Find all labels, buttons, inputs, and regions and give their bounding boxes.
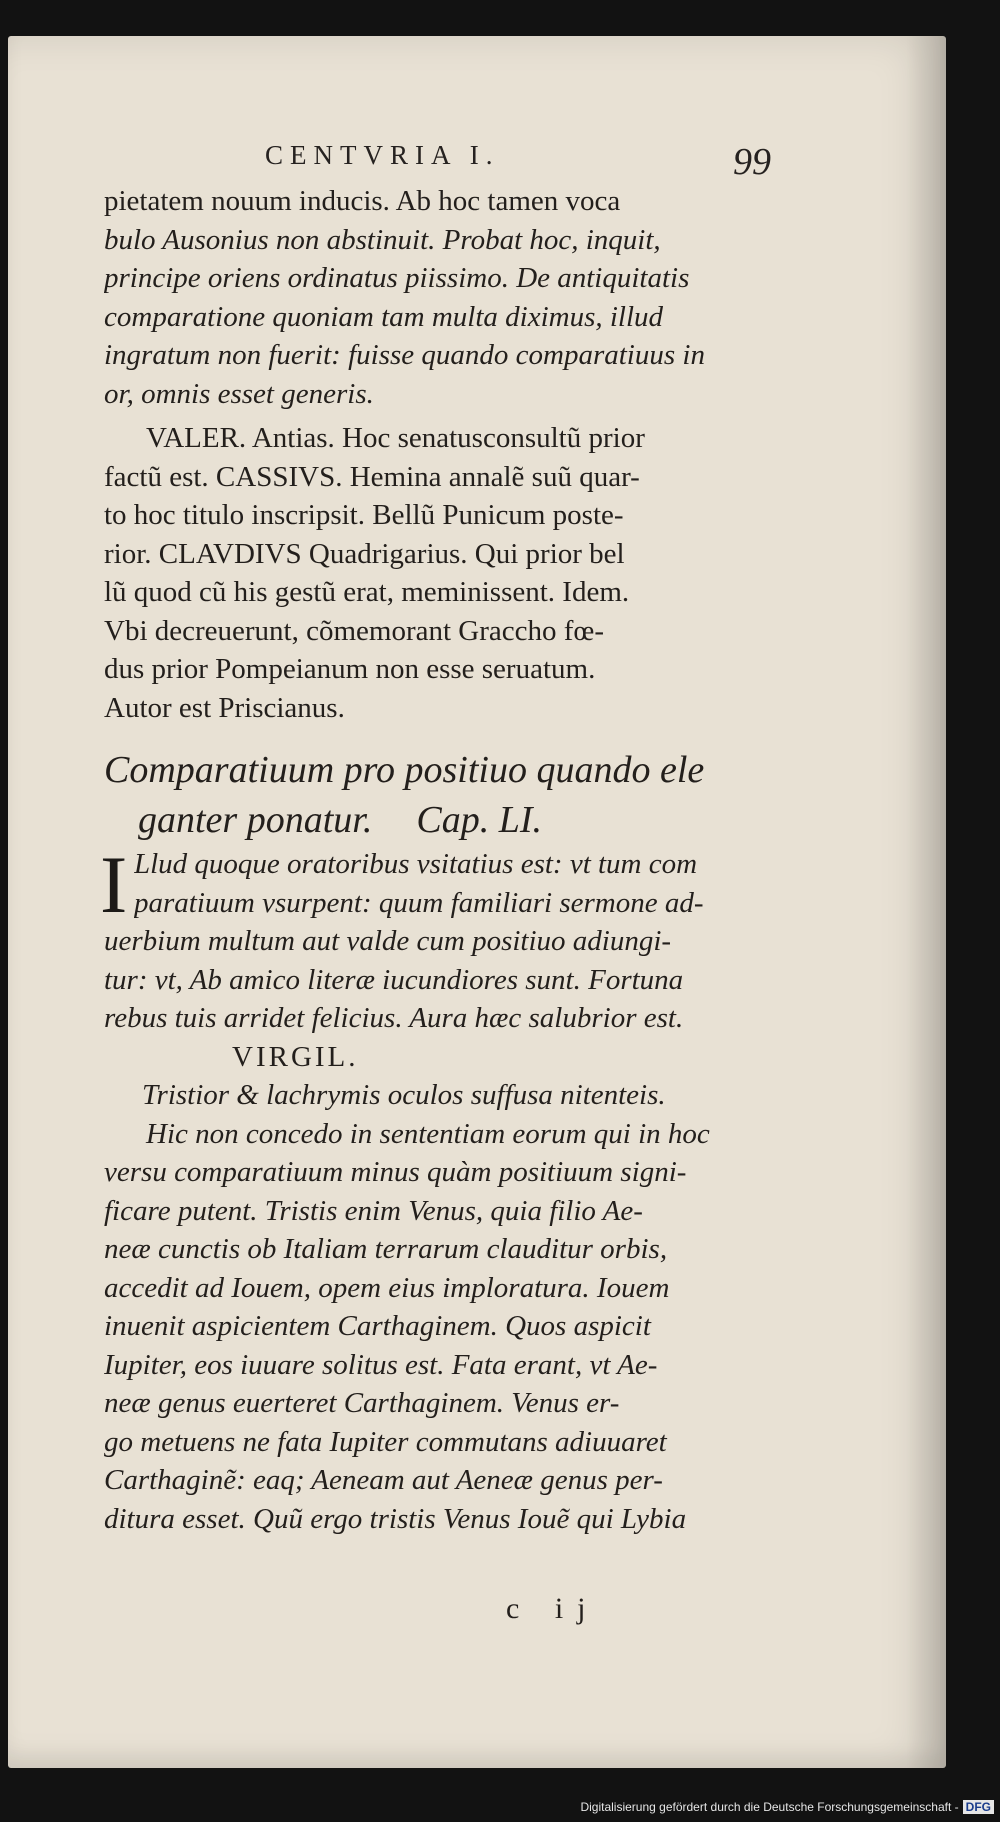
text-line: neæ cunctis ob Italiam terrarum clauditur orbis, <box>104 1233 668 1265</box>
chapter-heading <box>104 745 794 845</box>
verse-line: Tristior & lachrymis oculos suffusa nitenteis. <box>142 1079 666 1111</box>
text-line: rior. CLAVDIVS Quadrigarius. Qui prior bel <box>104 537 625 570</box>
text-line: lũ quod cũ his gestũ erat, meminissent. Idem. <box>104 576 630 608</box>
heading-line: Comparatiuum pro positiuo quando ele <box>104 749 705 791</box>
text-line: tur: vt, Ab amico literæ iucundiores sunt. Fortuna <box>104 963 684 996</box>
page-number: 99 <box>733 141 771 183</box>
paragraph-4 <box>104 1115 794 1539</box>
text-line: ficare putent. Tristis enim Venus, quia filio Ae- <box>104 1194 643 1227</box>
text-line: VALER. Antias. Hoc senatusconsultũ prior <box>146 422 645 454</box>
text-line: Vbi decreuerunt, cõmemorant Graccho fœ- <box>104 614 605 647</box>
dfg-logo: DFG <box>963 1800 994 1814</box>
text-line: Carthaginẽ: eaq; Aeneam aut Aeneæ genus per- <box>104 1464 663 1496</box>
paragraph-1 <box>104 182 794 413</box>
text-line: dus prior Pompeianum non esse seruatum. <box>104 653 596 685</box>
page-header <box>8 100 946 183</box>
chapter-number: Cap. LI. <box>416 799 542 841</box>
text-line: neæ genus euerteret Carthaginem. Venus er- <box>104 1387 620 1419</box>
text-line: rebus tuis arridet felicius. Aura hæc salubrior est. <box>104 1002 684 1034</box>
credit-text: Digitalisierung gefördert durch die Deutsche Forschungsgemeinschaft - <box>580 1800 959 1814</box>
text-line: bulo Ausonius non abstinuit. Probat hoc, inquit, <box>104 223 661 256</box>
text-line: paratiuum vsurpent: quum familiari sermone ad- <box>134 886 704 919</box>
text-line: pietatem nouum inducis. Ab hoc tamen voca <box>104 185 621 217</box>
text-line: ingratum non fuerit: fuisse quando comparatiuus in <box>104 339 705 371</box>
text-line: versu comparatiuum minus quàm positiuum signi- <box>104 1156 687 1188</box>
heading-line <box>104 795 794 845</box>
text-line: inuenit aspicientem Carthaginem. Quos aspicit <box>104 1310 651 1342</box>
text-line: go metuens ne fata Iupiter commutans adiuuaret <box>104 1425 667 1458</box>
heading-text: ganter ponatur. <box>138 799 373 841</box>
text-line: Autor est Priscianus. <box>104 691 345 724</box>
text-line: Llud quoque oratoribus vsitatius est: vt tum com <box>134 848 698 880</box>
text-line: to hoc titulo inscripsit. Bellũ Punicum poste- <box>104 499 624 531</box>
text-line: Hic non concedo in sententiam eorum qui in hoc <box>146 1117 710 1150</box>
spine-shadow <box>906 36 946 1768</box>
text-line: accedit ad Iouem, opem eius imploratura. Iouem <box>104 1271 670 1304</box>
text-line: factũ est. CASSIVS. Hemina annalẽ suũ quar- <box>104 460 640 493</box>
text-line: uerbium multum aut valde cum positiuo adiungi- <box>104 925 672 957</box>
page-text <box>100 182 794 1538</box>
paragraph-2 <box>104 419 794 727</box>
verse-author: VIRGIL. <box>232 1040 359 1073</box>
signature-mark: c ij <box>506 1592 600 1625</box>
paragraph-3 <box>100 839 794 1038</box>
digitization-credit <box>580 1800 994 1814</box>
text-line: comparatione quoniam tam multa diximus, illud <box>104 300 664 333</box>
text-line: Iupiter, eos iuuare solitus est. Fata erant, vt Ae- <box>104 1348 658 1381</box>
verse-quote <box>104 1038 794 1115</box>
drop-cap: I <box>100 839 128 930</box>
book-page <box>8 36 946 1768</box>
running-head: CENTVRIA I. <box>265 140 500 170</box>
text-line: or, omnis esset generis. <box>104 377 374 410</box>
text-line: principe oriens ordinatus piissimo. De antiquitatis <box>104 262 690 294</box>
text-line: ditura esset. Quũ ergo tristis Venus Iouẽ qui Lybia <box>104 1502 687 1535</box>
